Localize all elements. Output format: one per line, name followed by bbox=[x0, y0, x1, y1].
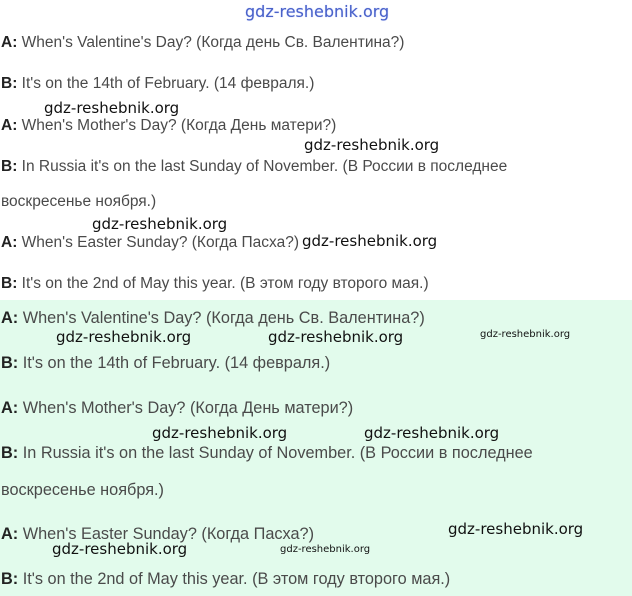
speaker-label: B: bbox=[1, 354, 19, 372]
speaker-label: A: bbox=[1, 34, 18, 51]
dialogue-line bbox=[1, 233, 299, 253]
dialogue-line bbox=[1, 308, 425, 328]
speaker-label: B: bbox=[1, 275, 18, 292]
dialogue-line bbox=[1, 116, 336, 136]
watermark: gdz-reshebnik.org bbox=[364, 424, 500, 442]
watermark: gdz-reshebnik.org bbox=[44, 99, 180, 117]
line-text: In Russia it's on the last Sunday of November. (В России в последнее bbox=[17, 158, 508, 175]
speaker-label: A: bbox=[1, 525, 19, 543]
watermark-top: gdz-reshebnik.org bbox=[245, 2, 390, 21]
dialogue-line bbox=[1, 398, 353, 418]
dialogue-line bbox=[1, 33, 404, 53]
line-text: воскресенье ноября.) bbox=[1, 481, 164, 499]
watermark: gdz-reshebnik.org bbox=[152, 424, 288, 442]
speaker-label: B: bbox=[1, 75, 18, 92]
dialogue-line bbox=[1, 74, 314, 94]
line-text: When's Valentine's Day? (Когда день Св. Валентина?) bbox=[17, 34, 405, 51]
line-text: It's on the 14th of February. (14 февраля.) bbox=[18, 354, 331, 372]
dialogue-line bbox=[1, 569, 450, 589]
line-text: When's Mother's Day? (Когда День матери?) bbox=[18, 399, 354, 417]
speaker-label: A: bbox=[1, 399, 19, 417]
watermark: gdz-reshebnik.org bbox=[56, 328, 192, 346]
line-text: In Russia it's on the last Sunday of November. (В России в последнее bbox=[18, 444, 533, 462]
speaker-label: A: bbox=[1, 117, 18, 134]
watermark: gdz-reshebnik.org bbox=[304, 136, 440, 154]
watermark: gdz-reshebnik.org bbox=[280, 544, 371, 555]
dialogue-line bbox=[1, 192, 156, 212]
watermark: gdz-reshebnik.org bbox=[92, 215, 228, 233]
line-text: воскресенье ноября.) bbox=[1, 193, 157, 210]
speaker-label: B: bbox=[1, 570, 19, 588]
watermark: gdz-reshebnik.org bbox=[480, 329, 571, 340]
line-text: When's Easter Sunday? (Когда Пасха?) bbox=[18, 525, 315, 543]
line-text: It's on the 14th of February. (14 февраля.) bbox=[17, 75, 315, 92]
dialogue-line bbox=[1, 480, 164, 500]
speaker-label: A: bbox=[1, 234, 18, 251]
dialogue-line bbox=[1, 274, 429, 294]
dialogue-line bbox=[1, 157, 507, 177]
line-text: It's on the 2nd of May this year. (В этом году второго мая.) bbox=[17, 275, 429, 292]
speaker-label: A: bbox=[1, 309, 19, 327]
dialogue-line bbox=[1, 353, 330, 373]
watermark: gdz-reshebnik.org bbox=[302, 232, 438, 250]
speaker-label: B: bbox=[1, 444, 19, 462]
watermark: gdz-reshebnik.org bbox=[448, 520, 584, 538]
watermark: gdz-reshebnik.org bbox=[268, 328, 404, 346]
dialogue-line bbox=[1, 443, 533, 463]
speaker-label: B: bbox=[1, 158, 18, 175]
watermark: gdz-reshebnik.org bbox=[52, 540, 188, 558]
line-text: It's on the 2nd of May this year. (В этом году второго мая.) bbox=[18, 570, 451, 588]
line-text: When's Valentine's Day? (Когда день Св. Валентина?) bbox=[18, 309, 425, 327]
line-text: When's Mother's Day? (Когда День матери?) bbox=[17, 117, 337, 134]
line-text: When's Easter Sunday? (Когда Пасха?) bbox=[17, 234, 300, 251]
